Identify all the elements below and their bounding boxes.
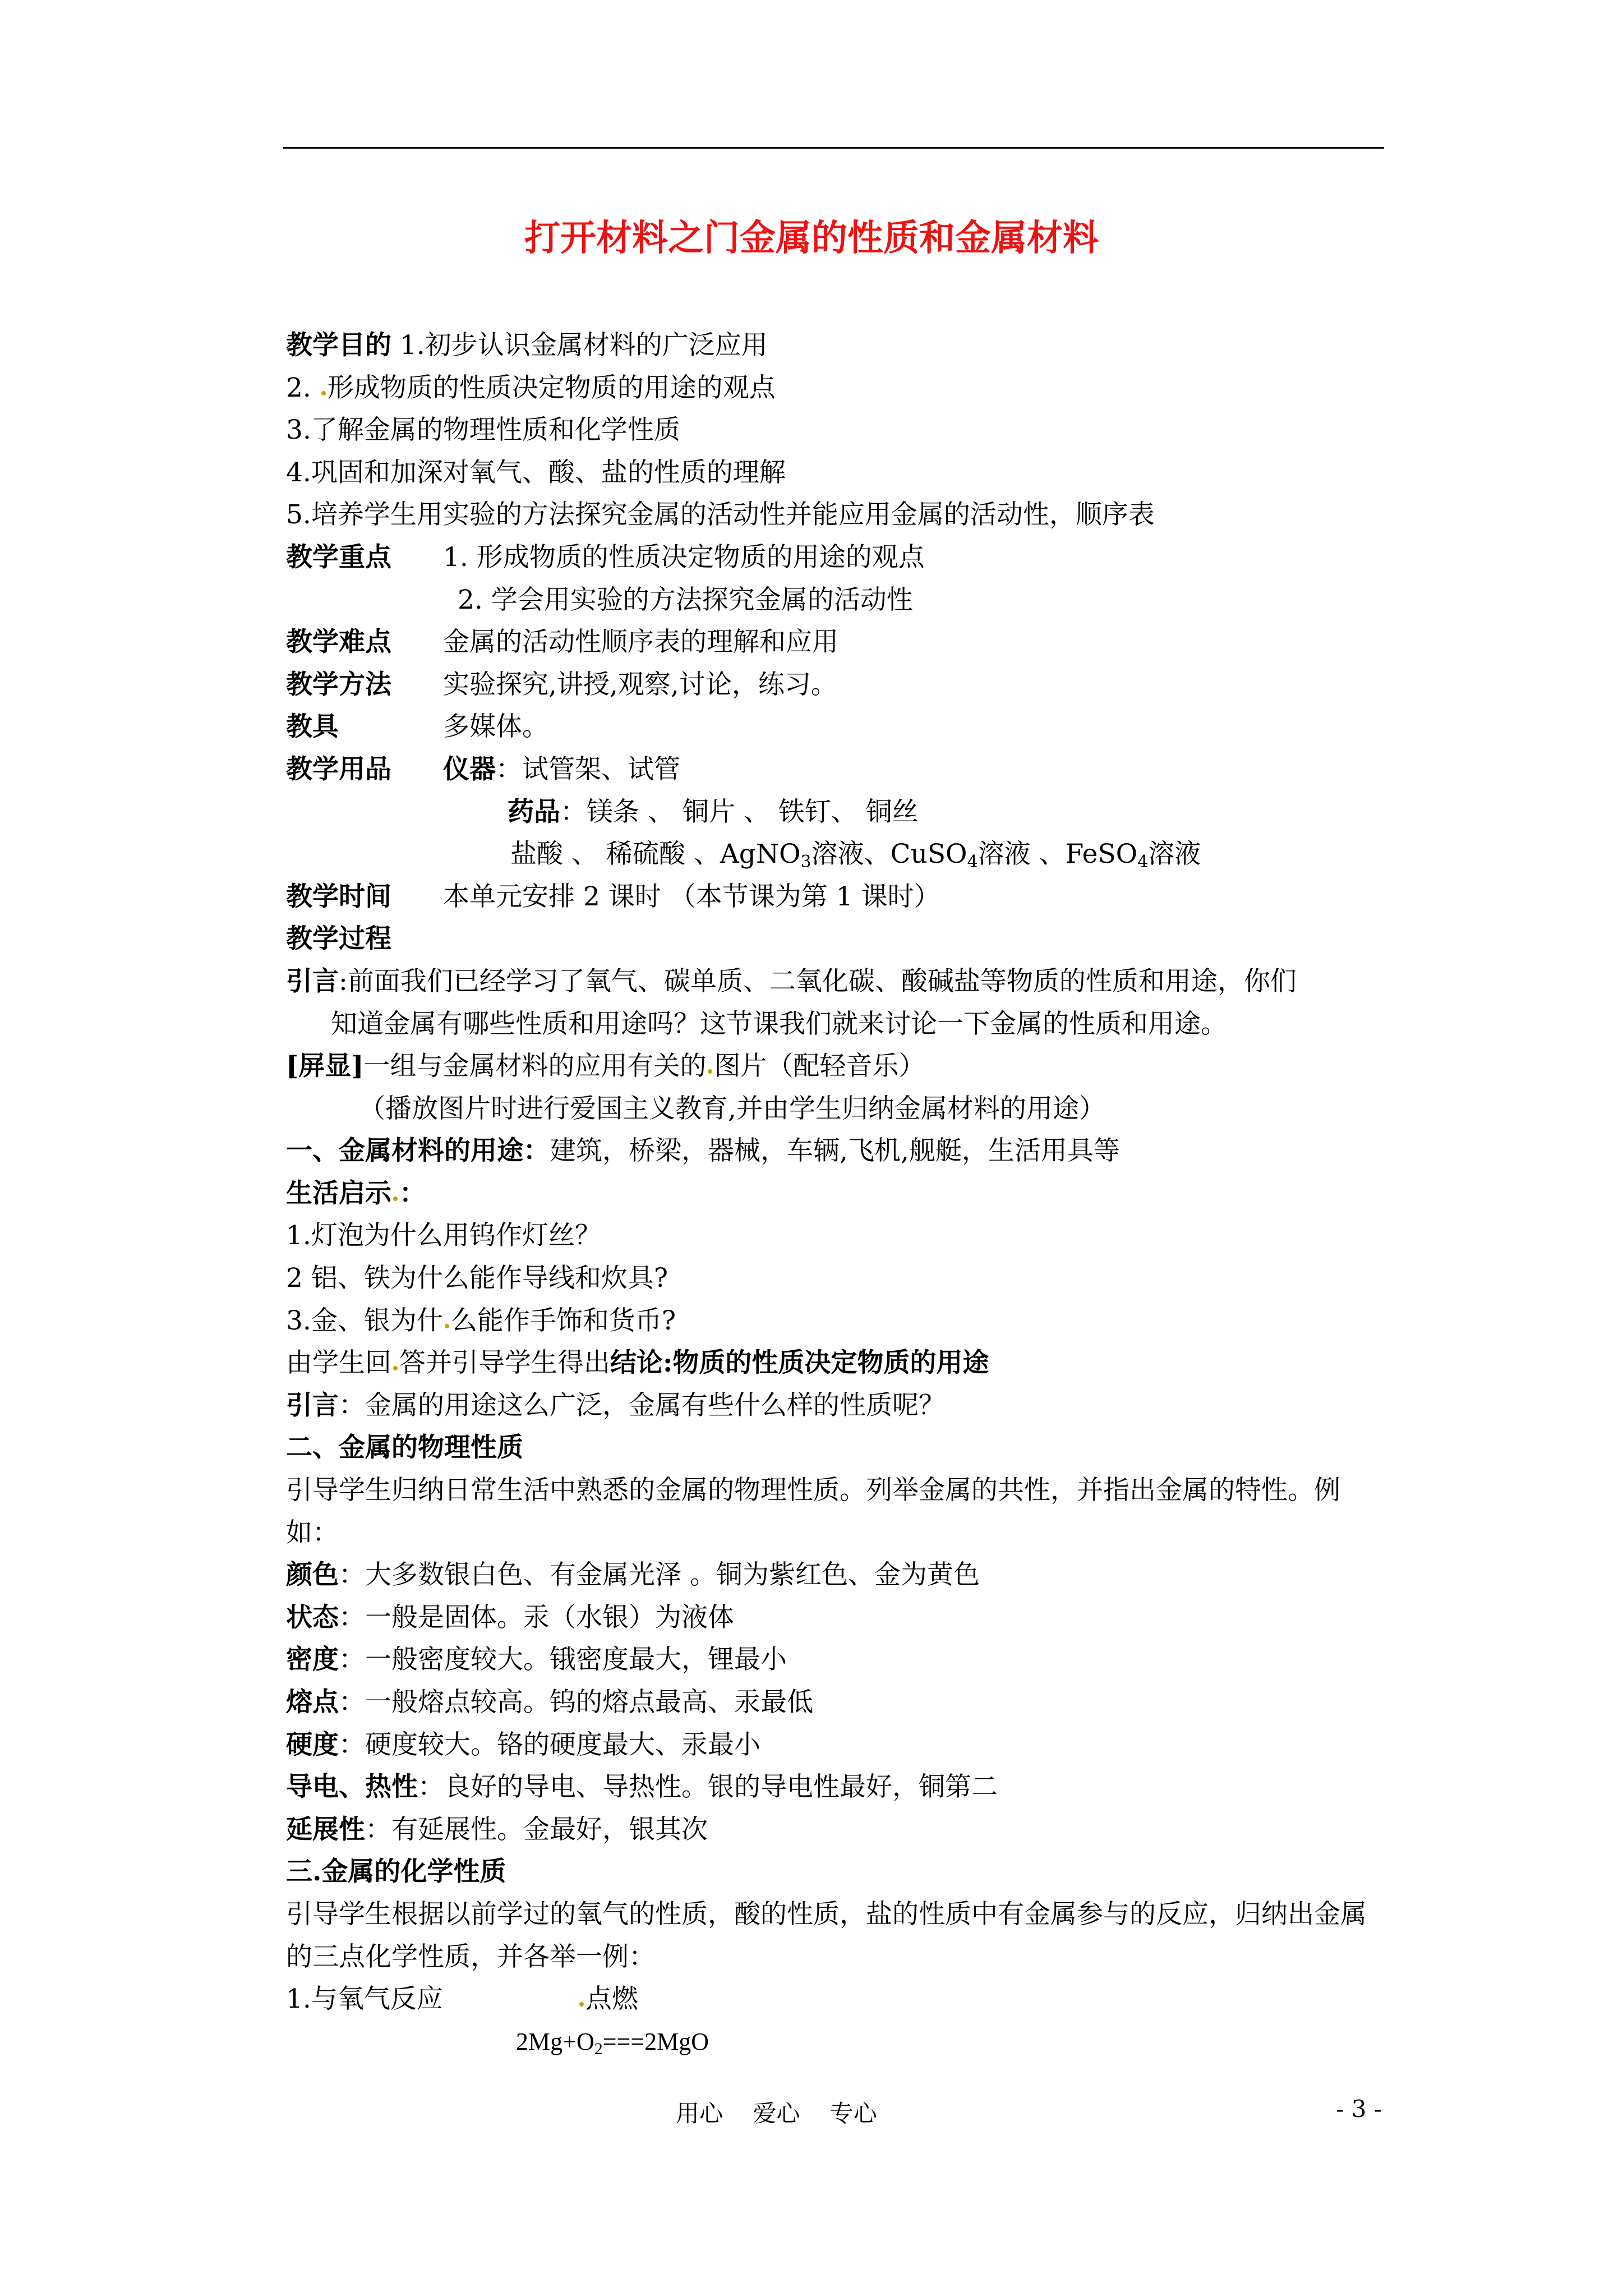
section-two-heading: 二、金属的物理性质 <box>286 1432 523 1464</box>
property-text: ：一般是固体。汞（水银）为液体 <box>339 1602 734 1633</box>
reaction-label: 1.与氧气反应 <box>286 1984 443 2015</box>
life-hint-colon: ： <box>399 1177 426 1209</box>
method-label: 教学方法 <box>286 669 391 700</box>
supplies-line <box>286 748 1385 791</box>
page-number: - 3 - <box>1336 2095 1382 2123</box>
instruments-label: 仪器 <box>443 753 496 785</box>
screen-label: [屏显] <box>286 1051 364 1082</box>
property-label: 硬度 <box>286 1729 339 1760</box>
time-text: 本单元安排 2 课时 （本节课为第 1 课时） <box>443 881 940 912</box>
reagent-text: 盐酸 、 稀硫酸 、AgNO <box>510 839 801 870</box>
time-label: 教学时间 <box>286 881 391 912</box>
subscript: 4 <box>1137 852 1149 872</box>
life-hint-label: 生活启示 <box>286 1177 391 1209</box>
property-text: ：硬度较大。铬的硬度最大、汞最小 <box>339 1729 760 1760</box>
goal-item: 5.培养学生用实验的方法探究金属的活动性并能应用金属的活动性，顺序表 <box>286 499 1155 531</box>
reaction-line <box>286 1978 1385 2021</box>
section-three-heading: 三.金属的化学性质 <box>286 1856 506 1888</box>
stray-dot-mark <box>393 1197 398 1201</box>
life-hint-line <box>286 1172 1385 1215</box>
equation-text: 2Mg+O <box>516 2027 594 2055</box>
key-point-item: 1. 形成物质的性质决定物质的用途的观点 <box>443 541 925 573</box>
conclusion-text: 由学生回 <box>286 1347 391 1379</box>
property-text: ：一般密度较大。锇密度最大，锂最小 <box>339 1644 787 1676</box>
tools-text: 多媒体。 <box>443 711 548 743</box>
supplies-label: 教学用品 <box>286 753 391 785</box>
goals-label: 教学目的 <box>286 330 391 361</box>
section-one-text: 建筑，桥梁，器械，车辆,飞机,舰艇，生活用具等 <box>550 1135 1120 1167</box>
section-one-label: 一、金属材料的用途： <box>286 1135 550 1167</box>
instruments-text: ：试管架、试管 <box>496 753 680 785</box>
goal-item: 4.巩固和加深对氧气、酸、盐的性质的理解 <box>286 457 786 488</box>
property-row <box>286 1681 1385 1724</box>
reagents-label: 药品 <box>508 796 560 827</box>
goals-line <box>286 324 1385 367</box>
screen-line <box>286 1045 1385 1088</box>
intro-label: 引言 <box>286 1389 339 1421</box>
conclusion-line <box>286 1342 1385 1384</box>
key-point-item: 2. 学会用实验的方法探究金属的活动性 <box>458 584 913 615</box>
screen-text: 图片（配轻音乐） <box>714 1051 925 1082</box>
reagents-line <box>286 791 1385 834</box>
reagent-text: 溶液 、FeSO <box>978 839 1138 870</box>
goal-item: 1.初步认识金属材料的广泛应用 <box>399 330 768 361</box>
document-body <box>286 324 1385 2063</box>
property-label: 状态 <box>286 1602 339 1633</box>
intro-text: ：金属的用途这么广泛，金属有些什么样的性质呢？ <box>339 1389 945 1421</box>
property-label: 熔点 <box>286 1687 339 1718</box>
property-text: ：大多数银白色、有金属光泽 。铜为紫红色、金为黄色 <box>339 1559 980 1591</box>
intro-line <box>286 1384 1385 1427</box>
section-one-line <box>286 1130 1385 1172</box>
intro-text: :前面我们已经学习了氧气、碳单质、二氧化碳、酸碱盐等物质的性质和用途，你们 <box>339 965 1297 997</box>
stray-dot-mark <box>708 1069 712 1074</box>
property-label: 颜色 <box>286 1559 339 1591</box>
property-row <box>286 1724 1385 1766</box>
intro-line <box>286 960 1385 1003</box>
goal-item: 形成物质的性质决定物质的用途的观点 <box>327 372 776 403</box>
intro-continuation: 知道金属有哪些性质和用途吗？这节课我们就来讨论一下金属的性质和用途。 <box>331 1008 1227 1039</box>
header-rule <box>283 147 1384 149</box>
screen-note: （播放图片时进行爱国主义教育,并由学生归纳金属材料的用途） <box>359 1093 1105 1124</box>
subscript: 3 <box>800 852 811 872</box>
property-text: ：有延展性。金最好，银其次 <box>365 1814 708 1845</box>
equation-text: ===2MgO <box>602 2027 709 2055</box>
time-line <box>286 876 1385 918</box>
property-text: ：良好的导电、导热性。银的导电性最好，铜第二 <box>418 1772 998 1803</box>
property-row <box>286 1639 1385 1681</box>
page-title: 打开材料之门金属的性质和金属材料 <box>524 217 1099 259</box>
goal-item-number: 2. <box>286 372 311 403</box>
question-item-line <box>286 1300 1385 1342</box>
stray-dot-mark <box>393 1366 398 1370</box>
stray-dot-mark <box>445 1324 449 1328</box>
property-label: 密度 <box>286 1644 339 1676</box>
reagents-text: ：镁条 、 铜片 、 铁钉、 铜丝 <box>560 796 919 827</box>
conclusion-text: 答并引导学生得出 <box>399 1347 610 1379</box>
tools-label: 教具 <box>286 711 339 743</box>
tools-line <box>286 706 1385 748</box>
reagents-solutions-line <box>286 833 1385 876</box>
physical-intro: 引导学生归纳日常生活中熟悉的金属的物理性质。列举金属的共性，并指出金属的特性。例如： <box>286 1475 1340 1548</box>
reagent-text: 溶液 <box>1148 839 1201 870</box>
property-label: 导电、热性 <box>286 1772 418 1803</box>
question-item: 2 铝、铁为什么能作导线和炊具? <box>286 1263 668 1294</box>
footer-slogan: 用心 爱心 专心 <box>676 2100 877 2127</box>
reaction-equation <box>286 2021 1385 2063</box>
method-text: 实验探究,讲授,观察,讨论，练习。 <box>443 669 837 700</box>
question-item: 1.灯泡为什么用钨作灯丝？ <box>286 1220 601 1251</box>
property-label: 延展性 <box>286 1814 365 1845</box>
question-text: 么能作手饰和货币? <box>450 1305 676 1336</box>
difficulty-line <box>286 621 1385 664</box>
property-row <box>286 1554 1385 1596</box>
stray-dot-mark <box>579 2002 584 2007</box>
subscript: 4 <box>967 852 978 872</box>
chemical-intro: 引导学生根据以前学过的氧气的性质，酸的性质，盐的性质中有金属参与的反应，归纳出金属的三点化学性质，并各举一例： <box>286 1898 1367 1972</box>
key-points-line <box>286 536 1385 579</box>
goal-item-line <box>286 367 1385 409</box>
intro-label: 引言 <box>286 965 339 997</box>
key-points-label: 教学重点 <box>286 541 391 573</box>
goal-item: 3.了解金属的物理性质和化学性质 <box>286 415 680 446</box>
property-row <box>286 1596 1385 1639</box>
screen-text: 一组与金属材料的应用有关的 <box>363 1051 707 1082</box>
property-text: ：一般熔点较高。钨的熔点最高、汞最低 <box>339 1687 813 1718</box>
conclusion-label: 结论:物质的性质决定物质的用途 <box>610 1347 989 1379</box>
difficulty-label: 教学难点 <box>286 627 391 658</box>
property-row <box>286 1766 1385 1809</box>
difficulty-text: 金属的活动性顺序表的理解和应用 <box>443 627 838 658</box>
process-label: 教学过程 <box>286 923 391 955</box>
method-line <box>286 664 1385 706</box>
subscript: 2 <box>594 2039 603 2058</box>
stray-dot-mark <box>321 391 326 395</box>
reaction-condition: 点燃 <box>585 1984 638 2015</box>
property-row <box>286 1809 1385 1851</box>
question-text: 3.金、银为什 <box>286 1305 443 1336</box>
reagent-text: 溶液、CuSO <box>811 839 967 870</box>
